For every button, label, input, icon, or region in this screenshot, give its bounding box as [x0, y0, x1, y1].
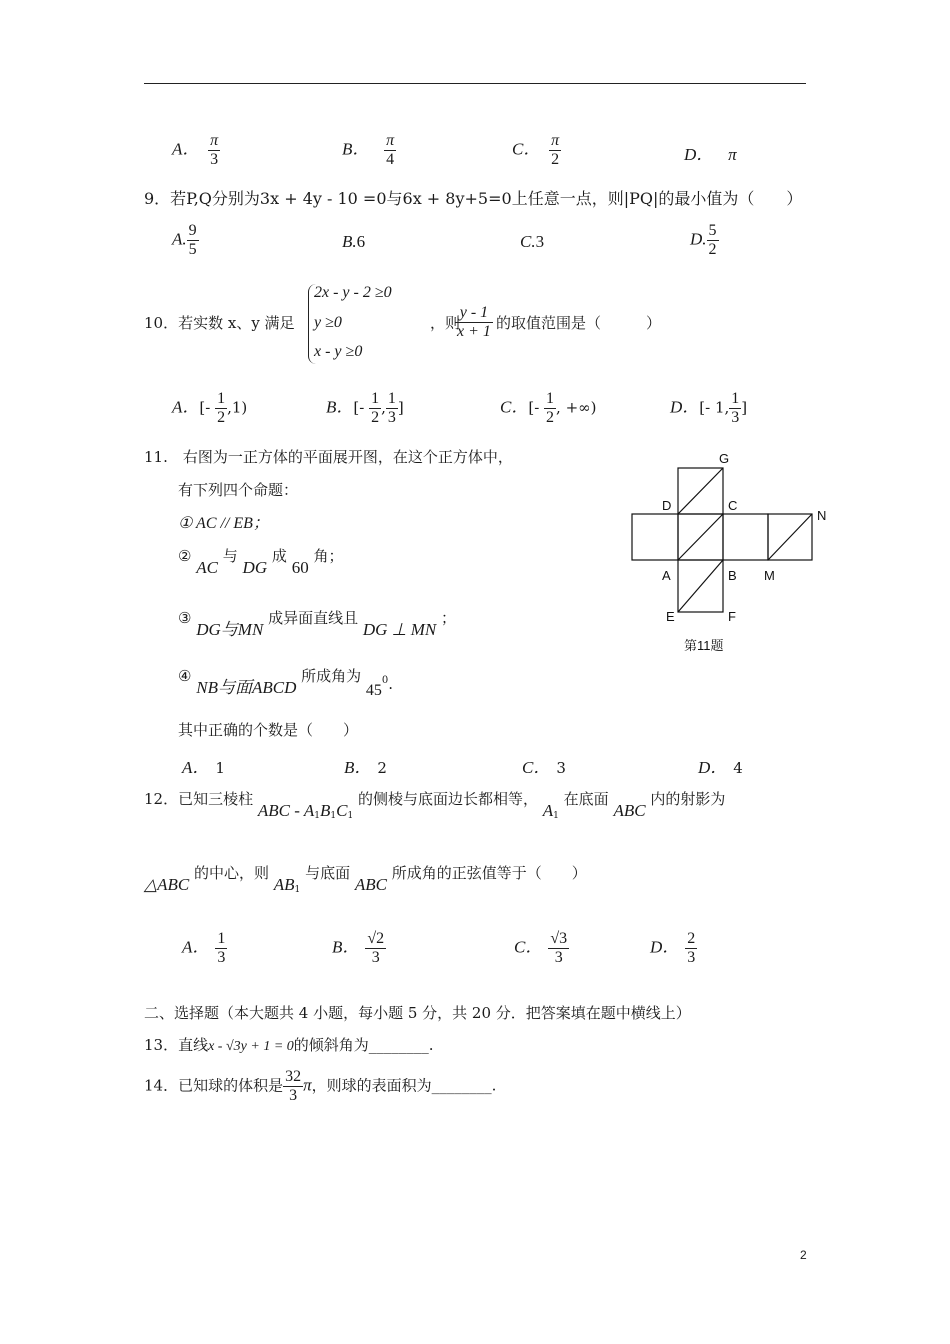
q12-line-2: △ABC 的中心，则 $AB_1$ 与底面 ABC 所成角的正弦值等于（ ）: [144, 864, 587, 895]
q14: 14．已知球的体积是 $\frac{32}{3}$ π，则球的表面积为________.: [144, 1068, 497, 1104]
q10-sys-2: y ≥0: [314, 314, 342, 331]
section-2-heading: 二、选择题（本大题共 4 小题，每小题 5 分，共 20 分．把答案填在题中横线上）: [144, 1004, 691, 1022]
label-E: E: [666, 609, 675, 624]
q11-prop-2: ② AC 与 DG 成 60 角；: [178, 547, 344, 577]
q10-stem-mid: ，则: [430, 314, 461, 332]
diag-AC: [678, 514, 723, 560]
q8-option-a: A． $\frac{\pi}{3}$: [172, 132, 219, 168]
q12-line-1: 12．已知三棱柱 ABC - $A_1B_1C_1$ 的侧棱与底面边长都相等， $A_1$ 在底面 ABC 内的射影为: [144, 790, 726, 821]
q11-ask: 其中正确的个数是（ ）: [178, 721, 359, 739]
q10-stem-pre: 10．若实数 x、y 满足: [144, 314, 295, 332]
diag-MN: [768, 514, 812, 560]
q10-sys-1: 2x - y - 2 ≥0: [314, 284, 392, 301]
q11-sub: 有下列四个命题：: [178, 481, 299, 499]
label-B: B: [728, 568, 737, 583]
label-G: G: [719, 451, 730, 466]
q13: 13．直线x - √3y + 1 = 0的倾斜角为________.: [144, 1036, 434, 1054]
q12-option-d: D． $\frac{2}{3}$: [650, 930, 696, 966]
q8-option-b: B． $\frac{\pi}{4}$: [342, 132, 395, 168]
q9-option-a: A. $\frac{9}{5}$: [172, 222, 197, 258]
q10-option-a: A．[- $\frac{1}{2}$ ,1): [172, 390, 248, 426]
q10-option-b: B．[- $\frac{1}{2}$ , $\frac{1}{3}$ ]: [326, 390, 404, 426]
diag-EB: [678, 560, 723, 612]
q11-stem: 11. 右图为一正方体的平面展开图，在这个正方体中，: [144, 448, 513, 466]
q10-frac: $\frac{y - 1}{x + 1}$: [457, 304, 491, 340]
q11-option-c: C． 3: [522, 758, 566, 777]
label-A: A: [662, 568, 671, 583]
net-square-left: [632, 514, 678, 560]
net-square-right: [723, 514, 768, 560]
q11-option-a: A． 1: [182, 758, 225, 777]
q9-option-c: C.3: [520, 232, 545, 251]
q12-option-c: C． $\frac{√3}{3}$: [514, 930, 568, 966]
q10-option-c: C．[- $\frac{1}{2}$ , +∞): [500, 390, 597, 426]
q8-option-d: D． π: [684, 145, 737, 164]
label-D: D: [662, 498, 672, 513]
label-M: M: [764, 568, 775, 583]
label-F: F: [728, 609, 736, 624]
q12-option-b: B． $\frac{√2}{3}$: [332, 930, 385, 966]
cube-net-figure: [620, 446, 827, 666]
q9-option-d: D. $\frac{5}{2}$: [690, 222, 717, 258]
q10-sys-3: x - y ≥0: [314, 343, 363, 360]
page-number: 2: [800, 1248, 807, 1262]
q10-option-d: D．[- 1, $\frac{1}{3}$ ]: [670, 390, 748, 426]
q9-stem: 9．若P,Q分别为3x + 4y - 10 =0与6x + 8y+5=0上任意一点，则|PQ|的最小值为（ ）: [144, 189, 803, 208]
q11-prop-4: ④ NB与面ABCD 所成角为 $45^0$.: [178, 667, 394, 699]
q11-option-d: D． 4: [698, 758, 743, 777]
q12-option-a: A． $\frac{1}{3}$: [182, 930, 226, 966]
header-rule: [144, 83, 806, 84]
diag-DG: [678, 468, 723, 514]
q9-option-b: B.6: [342, 232, 366, 251]
q11-prop-1: ① AC // EB；: [178, 515, 269, 532]
q10-stem-post: 的取值范围是（ ）: [496, 314, 662, 332]
q8-option-c: C． $\frac{\pi}{2}$: [512, 132, 560, 168]
q11-option-b: B． 2: [344, 758, 387, 777]
figure-caption: 第11题: [684, 638, 724, 653]
label-C: C: [728, 498, 738, 513]
label-N: N: [817, 508, 827, 523]
q11-prop-3: ③ DG与MN 成异面直线且 DG ⊥ MN ；: [178, 609, 457, 639]
